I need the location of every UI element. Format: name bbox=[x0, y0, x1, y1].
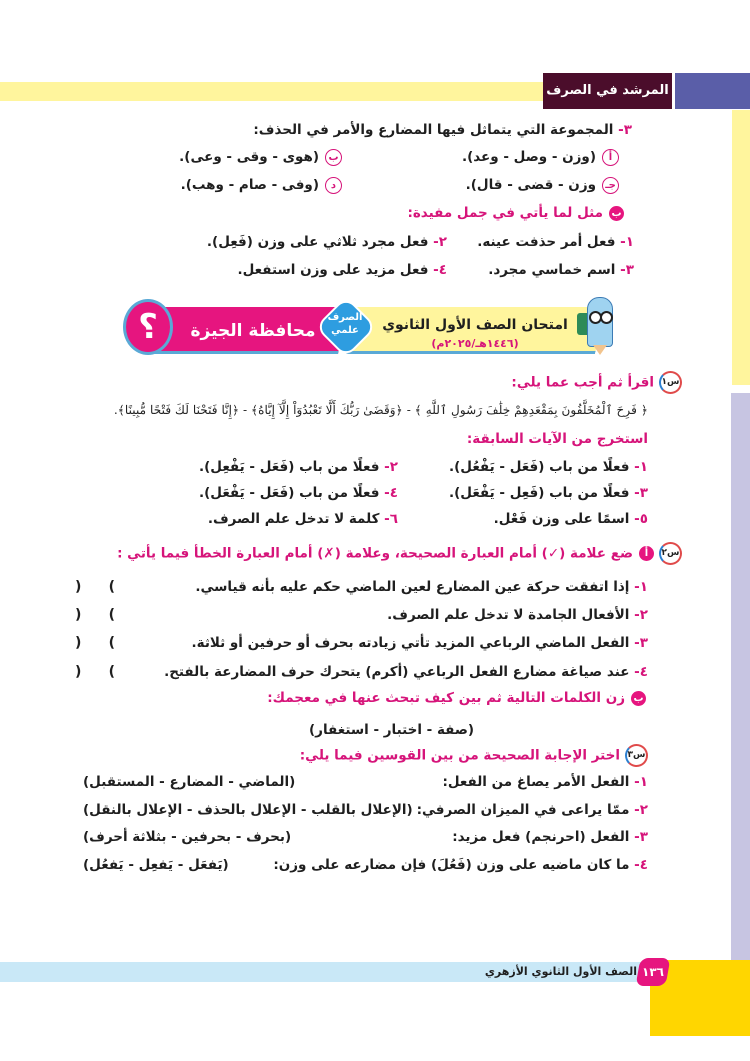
option-b: ب(هوى - وقى - وعى). bbox=[179, 146, 342, 168]
words-to-weigh: (صفة - اختبار - استغفار) bbox=[309, 722, 475, 738]
top-yellow-band bbox=[0, 82, 545, 101]
option-d: د(وفى - صام - وهب). bbox=[181, 174, 342, 196]
extract-heading: استخرج من الآيات السابقة: bbox=[466, 431, 648, 447]
page-number: ١٣٦ bbox=[642, 965, 664, 979]
pencil-mascot-icon bbox=[575, 297, 615, 355]
answer-parentheses[interactable]: ) ( bbox=[75, 579, 115, 595]
right-lavender-strip bbox=[731, 393, 750, 960]
q3-heading: س٣اختر الإجابة الصحيحة من بين القوسين فيما يلي: bbox=[300, 744, 648, 767]
mcq-item: ٢- ممّا يراعى في الميزان الصرفي: bbox=[416, 802, 648, 818]
list-item: ١- فعل أمر حذفت عينه. bbox=[477, 234, 634, 250]
list-item: ٤- فعل مزيد على وزن استفعل. bbox=[237, 262, 447, 278]
option-a: أ(وزن - وصل - وعد). bbox=[462, 146, 619, 168]
true-false-item: ١- إذا اتفقت حركة عين المضارع لعين الماضي حكم عليه بأنه قياسي. bbox=[195, 579, 648, 595]
list-item: ٣- اسم خماسي مجرد. bbox=[488, 262, 634, 278]
answer-parentheses[interactable]: ) ( bbox=[75, 607, 115, 623]
q1-heading: س١اقرأ ثم أجب عما يلي: bbox=[511, 371, 682, 394]
true-false-item: ٤- عند صياغة مضارع الفعل الرباعي (أكرم) يتحرك حرف المضارعة بالفتح. bbox=[164, 664, 648, 680]
answer-parentheses[interactable]: ) ( bbox=[75, 664, 115, 680]
mcq-choices: (يَفعَل - يَفعِل - يَفعُل) bbox=[83, 857, 229, 873]
q2-heading: س٢أضع علامة (✓) أمام العبارة الصحيحة، وعلامة (✗) أمام العبارة الخطأ فيما يأتي : bbox=[117, 542, 682, 565]
question-number-icon: س٢ bbox=[659, 542, 682, 565]
list-item: ٥- اسمًا على وزن فَعْل. bbox=[493, 511, 648, 527]
right-yellow-strip bbox=[732, 110, 750, 385]
exam-banner bbox=[123, 297, 618, 357]
list-item: ١- فعلًا من باب (فَعَل - يَفْعُل). bbox=[448, 459, 648, 475]
q2-b-heading: بزن الكلمات التالية ثم بين كيف تبحث عنها في معجمك: bbox=[267, 687, 646, 709]
question-3-heading: ٣- المجموعة التي يتماثل فيها المضارع والأمر في الحذف: bbox=[253, 122, 632, 138]
mcq-choices: (الإعلال بالقلب - الإعلال بالحذف - الإعلال بالنقل) bbox=[83, 802, 413, 818]
mcq-item: ٤- ما كان ماضيه على وزن (فَعُلَ) فإن مضارعه على وزن: bbox=[273, 857, 648, 873]
mcq-choices: (بحرف - بحرفين - بثلاثة أحرف) bbox=[83, 829, 292, 845]
subject-badge-text: الصرف علمي bbox=[327, 312, 363, 336]
exam-year: (١٤٤٦هـ/٢٠٢٥م) bbox=[431, 337, 519, 350]
question-number-icon: س٣ bbox=[625, 744, 648, 767]
option-c: جـوزن - قضى - قال). bbox=[466, 174, 619, 196]
list-item: ٢- فعلًا من باب (فَعَل - يَفْعِل). bbox=[198, 459, 398, 475]
section-b-heading: بمثل لما يأتي في جمل مفيدة: bbox=[407, 202, 624, 224]
quran-verses: ﴿ فَرِحَ ٱلْمُخَلَّفُونَ بِمَقْعَدِهِمْ خِلَٰفَ رَسُولِ ٱللَّهِ ﴾ - ﴿وَقَضَىٰ رَبُّكَ أَلَّا تَعْبُدُوٓاْ إِلَّآ إِيَّاهُ﴾ - ﴿إِنَّا فَتَحْنَا لَكَ فَتْحًا مُّبِينًا﴾. bbox=[113, 403, 648, 417]
header-title-box bbox=[543, 73, 672, 109]
header-title: المرشد في الصرف bbox=[546, 83, 669, 98]
true-false-item: ٣- الفعل الماضي الرباعي المزيد تأتي زيادته بحرف أو حرفين أو ثلاثة. bbox=[191, 635, 648, 651]
true-false-item: ٢- الأفعال الجامدة لا تدخل علم الصرف. bbox=[387, 607, 648, 623]
mcq-choices: (الماضي - المضارع - المستقبل) bbox=[83, 774, 296, 790]
mcq-item: ١- الفعل الأمر يصاغ من الفعل: bbox=[442, 774, 648, 790]
question-number-icon: س١ bbox=[659, 371, 682, 394]
exam-title: امتحان الصف الأول الثانوي bbox=[382, 317, 568, 333]
header-purple-block bbox=[675, 73, 750, 109]
list-item: ٦- كلمة لا تدخل علم الصرف. bbox=[207, 511, 398, 527]
question-mark-badge: ؟ bbox=[123, 299, 173, 355]
list-item: ٤- فعلًا من باب (فَعَل - يَفْعَل). bbox=[198, 485, 398, 501]
governorate-label: محافظة الجيزة bbox=[190, 321, 316, 341]
answer-parentheses[interactable]: ) ( bbox=[75, 635, 115, 651]
list-item: ٢- فعل مجرد ثلاثي على وزن (فَعِل). bbox=[206, 234, 447, 250]
mcq-item: ٣- الفعل (احرنجم) فعل مزيد: bbox=[452, 829, 648, 845]
list-item: ٣- فعلًا من باب (فَعِل - يَفْعَل). bbox=[448, 485, 648, 501]
footer-book-title: الصف الأول الثانوي الأزهري bbox=[484, 965, 637, 978]
